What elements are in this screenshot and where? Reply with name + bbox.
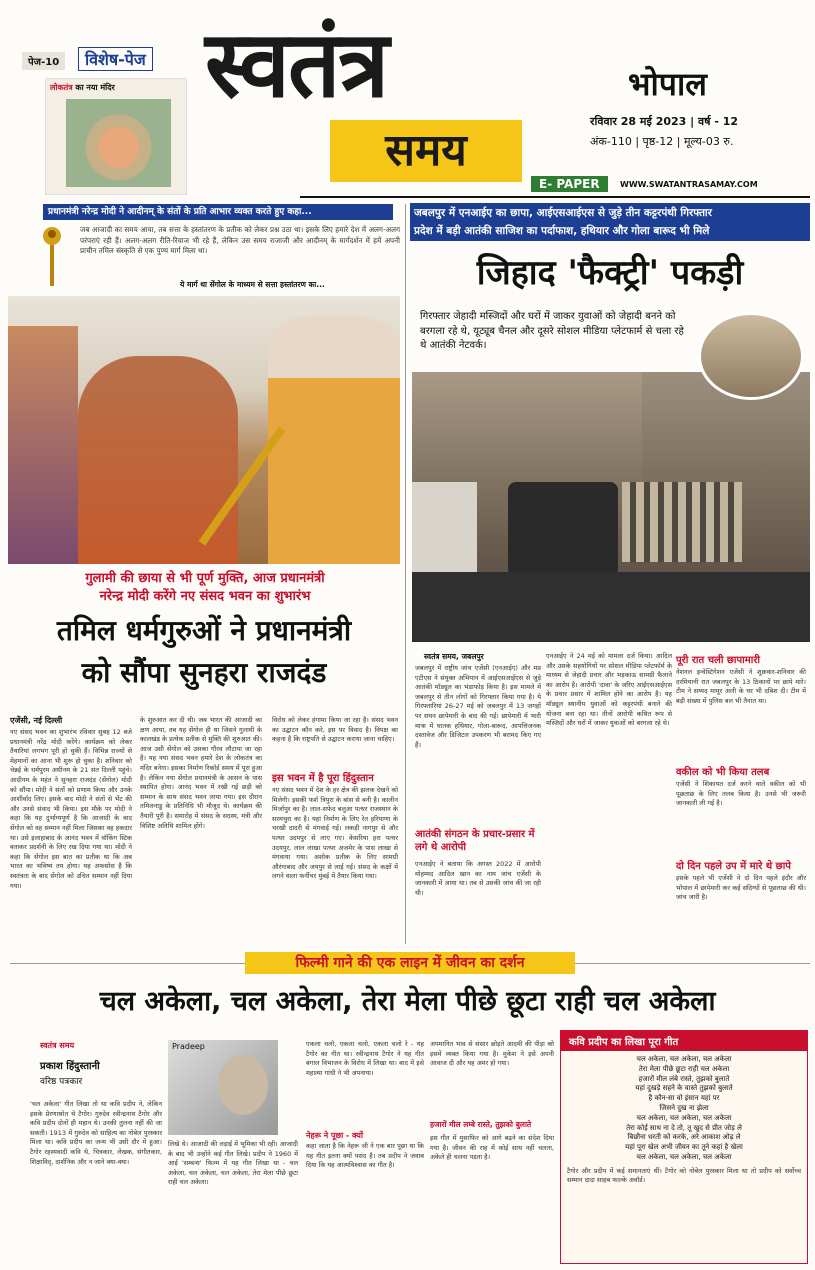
poem-line: हजारों मील लंबे रास्ते, तुझको बुलाते xyxy=(638,1074,730,1083)
bottom-col-3-b: कहा जाता है कि नेहरू जी ने एक बार पूछा था कि यह गीत इतना क्यों पसंद है। तब प्रदीप ने जवाब दिया कि यह आत्मविश्वास का गीत है। xyxy=(306,1142,424,1170)
bottom-headline: चल अकेला, चल अकेला, तेरा मेला पीछे छूटा राही चल अकेला xyxy=(99,986,716,1017)
poem-line: यहां पूरा खेल अभी जीवन का तूने कहां है खेला xyxy=(625,1143,743,1152)
dateline: रविवार 28 मई 2023 | वर्ष - 12 xyxy=(590,115,739,128)
kicker-rule xyxy=(10,963,245,964)
photo-car-2 xyxy=(508,482,618,577)
poem-line: है कौन-सा वो इंसान यहां पर xyxy=(648,1094,720,1103)
masthead-rule xyxy=(300,196,810,198)
photo-figure-left xyxy=(8,326,78,564)
pradeep-portrait xyxy=(218,1055,268,1115)
right-col-1-heading: आतंकी संगठन के प्रचार-प्रसार में लगे थे आरोपी xyxy=(415,829,535,853)
poem-line: जिसने दुख ना झेला xyxy=(659,1103,709,1112)
right-lede: गिरफ्तार जेहादी मस्जिदों और घरों में जाकर युवाओं को जेहादी बनने को बरगला रहे थे, यूट्यूब चैनल और दूसरे सोशल मीडिया प्लेटफार्म से चला रहे थे आतंकी नेटवर्क। xyxy=(420,311,684,351)
right-col-3-b: एजेंसी ने शिकायत दर्ज करने वाले वकील को भी पूछताछ के लिए तलब किया है। उनसे भी जरूरी जानकारी ली गई है। xyxy=(676,780,806,808)
left-kicker xyxy=(20,570,390,606)
sengol-ceremony-photo xyxy=(8,296,400,564)
left-headline-1: तमिल धर्मगुरुओं ने प्रधानमंत्री xyxy=(56,614,352,647)
right-col-3-heading: पूरी रात चली छापामारी xyxy=(676,655,761,666)
issue: अंक-110 xyxy=(590,135,632,148)
thumb-title-b: का नया मंदिर xyxy=(75,83,115,92)
page-number: पेज-10 xyxy=(22,52,65,70)
bottom-col-4: अपमानित भाव से संसार छोड़ते आदमी की पीड़ा को इसमें व्यक्त किया गया है। मुकेश ने इसे अपनी आवाज दी और यह अमर हो गया। xyxy=(430,1040,554,1068)
right-col-1: जबलपुर में राष्ट्रीय जांच एजेंसी (एनआईए) और मप्र एटीएस ने संयुक्त अभियान में आईएसआईएस से जुड़े आतंकी मॉड्यूल का भंडाफोड़ किया है। इस मामले में जबलपुर से तीन लोगों को गिरफ्तार किया गया है। ये गिरफ्तारियां 26-27 मई को जबलपुर में 13 जगहों पर सघन छापेमारी के बाद की गईं। छापेमारी में भारी मात्रा में घातक हथियार, गोला-बारूद, आपत्तिजनक दस्तावेज और डिजिटल उपकरण भी बरामद किए गए हैं। xyxy=(415,664,541,749)
photo-road xyxy=(412,572,810,642)
left-col-3-top: विरोध को लेकर हंगामा किया जा रहा है। संसद भवन का उद्घाटन कौन करे, इस पर विवाद है। विपक्ष का कहना है कि राष्ट्रपति से उद्घाटन कराया जाना चाहिए। xyxy=(272,716,398,744)
bottom-col-1: 'चल अकेला' गीत लिखा तो था कवि प्रदीप ने, लेकिन इसके प्रेरणास्रोत थे टैगोर। गुरुदेव रवीन्द्रनाथ टैगोर और कवि प्रदीप दोनों ही महान थे। उनकी तुलना नहीं की जा सकती। 1913 में गुरुदेव को साहित्य का नोबेल पुरस्कार मिला था। कवि प्रदीप का जन्म भी उसी दौर में हुआ। टैगोर रहस्यवादी कवि थे, चित्रकार, लेखक, संगीतकार, शिक्षाविद्, दार्शनिक और न जाने क्या-क्या। xyxy=(30,1100,162,1166)
photo-people xyxy=(622,482,742,562)
poem-line: यहां दुखड़े सहने के वास्ते तुझको बुलाते xyxy=(635,1084,733,1093)
bottom-col-3: एकला चलो, एकला चलो, एकला चलो रे - यह टैगोर का गीत था। रवीन्द्रनाथ टैगोर ने यह गीत बंगाल विभाजन के विरोध में लिखा था। बाद में इसे महात्मा गांधी ने भी अपनाया। xyxy=(306,1040,424,1077)
logo-top: स्वतंत्र xyxy=(205,11,388,118)
author-name: प्रकाश हिंदुस्तानी xyxy=(40,1061,100,1072)
poem-line: चल अकेला, चल अकेला, चल अकेला xyxy=(636,1055,732,1063)
city: भोपाल xyxy=(628,65,707,103)
right-col-1-b: एनआईए ने बताया कि अगस्त 2022 में आरोपी मोहम्मद आदिल खान का नाम जांच एजेंसी के जानकारी में आया था। तब से उसकी जांच की जा रही थी। xyxy=(415,860,541,897)
poem-line: चल अकेला, चल अकेला, चल अकेला xyxy=(636,1113,732,1122)
left-kicker-1: गुलामी की छाया से भी पूर्ण मुक्ति, आज प्रधानमंत्री xyxy=(85,571,325,586)
pradeep-photo xyxy=(168,1040,278,1135)
bottom-brand: स्वतंत्र समय xyxy=(40,1041,75,1050)
poem-line: बिछौना धरती को करके, अरे आकाश ओढ़ ले xyxy=(627,1133,741,1142)
author-role: वरिष्ठ पत्रकार xyxy=(40,1077,83,1087)
logo-bottom: समय xyxy=(385,125,467,176)
left-col-3-heading: इस भवन में है पूरा हिंदुस्तान xyxy=(272,773,374,784)
kicker-rule-right xyxy=(575,963,810,964)
bottom-col-4-heading: हजारों मील लम्बे रास्ते, तुझको बुलाते xyxy=(430,1120,532,1129)
right-col-3-c: इसके पहले भी एजेंसी ने दो दिन पहले इंदौर और भोपाल में छापेमारी कर कई संदिग्धों से पूछताछ की थी। जांच जारी है। xyxy=(676,874,806,902)
pm-quote-tag: ये मार्ग था सेंगोल के माध्यम से सत्ता हस्तांतरण का... xyxy=(180,280,325,289)
poem-lines xyxy=(561,1051,807,1167)
thumbnail-box xyxy=(45,78,187,195)
issue-line: अंक-110 | पृष्ठ-12 | मूल्य-03 रु. xyxy=(590,135,734,148)
epaper-badge: E- PAPER xyxy=(531,176,608,192)
right-headline: जिहाद 'फैक्ट्री' पकड़ी xyxy=(476,253,744,293)
date: रविवार 28 मई 2023 xyxy=(590,115,687,128)
bottom-kicker: फिल्मी गाने की एक लाइन में जीवन का दर्शन xyxy=(295,955,525,971)
right-col-2: एनआईए ने 24 मई को मामला दर्ज किया। आदिल और उसके सहयोगियों पर सोशल मीडिया प्लेटफॉर्म के माध्यम से जेहादी प्रचार और भड़काऊ सामग्री फैलाने का आरोप है। आरोपी 'दावा' के जरिए आईएसआईएस के प्रचार प्रसार में शामिल होने का आरोप है। यह मॉड्यूल स्थानीय युवाओं को कट्टरपंथी बनाने की योजना बना रहा था। तीनों आरोपी कथित रूप से मस्जिदों और घरों में जाकर युवाओं को बरगला रहे थे। xyxy=(546,652,672,728)
bottom-col-4-b: इस गीत में मुसाफिर को आगे बढ़ने का संदेश दिया गया है। जीवन की राह में कोई साथ नहीं चलता, अकेले ही चलना पड़ता है। xyxy=(430,1134,554,1162)
year: वर्ष - 12 xyxy=(698,115,739,128)
bottom-col-3-heading: नेहरू ने पूछा - क्यों xyxy=(306,1131,364,1140)
poem-box-title: कवि प्रदीप का लिखा पूरा गीत xyxy=(561,1031,807,1051)
raid-street-photo xyxy=(412,372,810,642)
left-headline-2: को सौंपा सुनहरा राजदंड xyxy=(81,656,327,689)
poem-box xyxy=(560,1030,808,1264)
poem-box-footer: टैगोर और प्रदीप में कई समानताएं थीं। टैगोर को नोबेल पुरस्कार मिला था तो प्रदीप को सर्वोच्च सम्मान दादा साहब फाल्के अवॉर्ड। xyxy=(567,1166,801,1185)
pm-quote-strip: प्रधानमंत्री नरेन्द्र मोदी ने आदीनम् के संतों के प्रति आभार व्यक्त करते हुए कहा... xyxy=(43,204,393,220)
poem-line: चल अकेला, चल अकेला, चल अकेला xyxy=(636,1152,732,1161)
right-byline: स्वतंत्र समय, जबलपुर xyxy=(424,652,484,661)
bottom-col-2: लिखे थे। आजादी की लड़ाई में भूमिका भी रही। आजादी के बाद भी उन्होंने कई गीत लिखे। प्रदीप ने 1960 में आई 'सम्बन्ध' फिल्म में यह गीत लिखा था - चल अकेला, चल अकेला, चल अकेला, तेरा मेला पीछे छूटा राही चल अकेला। xyxy=(168,1140,298,1187)
right-deck xyxy=(410,203,810,241)
right-col-3: नेशनल इन्वेस्टिगेशन एजेंसी ने शुक्रवार-शनिवार की दरमियानी रात जबलपुर के 13 ठिकानों पर छापे मारे। टीम ने सय्यद मामूर अली के घर भी दबिश दी। टीम में बड़ी संख्या में पुलिस बल भी तैनात था। xyxy=(676,668,806,705)
vertical-divider xyxy=(405,204,406,944)
left-headline xyxy=(8,610,400,694)
pm-quote: जब आजादी का समय आया, तब सत्ता के हस्तांतरण के प्रतीक को लेकर प्रश्न उठा था। इसके लिए हमारे देश में अलग-अलग परंपराएं रही हैं। अलग-अलग रीति-रिवाज भी रहे हैं, लेकिन उस समय राजाजी और आदीनम् के मार्गदर्शन में हमें अपनी प्राचीन तमिल संस्कृति से एक पुण्य मार्ग मिला था। xyxy=(80,225,400,255)
masthead xyxy=(0,0,815,200)
price: मूल्य-03 रु. xyxy=(683,135,734,148)
website: WWW.SWATANTRASAMAY.COM xyxy=(620,180,758,189)
left-col-2: के शुरुआत कर दी थी। जब भारत की आजादी का क्षण आया, तब यह सेंगोल ही था जिसने गुलामी के कालखंड के प्रत्येक प्रतीक से मुक्ति की शुरुआत की। आज उसी सेंगोल को उसका गौरव लौटाया जा रहा है। यह नया संसद भवन हमारे देश के लोकतंत्र का मंदिर बनेगा। इसका निर्माण रिकॉर्ड समय में पूरा हुआ है। लेकिन नया सेंगोल प्रधानमंत्री के आसन के पास स्थापित होगा। आनंद भवन में रखी गई छड़ी को सम्मान के साथ संसद भवन लाया गया। इस दौरान तमिलनाडु के प्रतिनिधि भी मौजूद थे। कार्यक्रम की तैयारी पूरी है। समारोह में संसद के सदस्य, मंत्री और विशिष्ट अतिथि शामिल होंगे। xyxy=(140,716,262,830)
section-label: विशेष-पेज xyxy=(78,47,153,71)
photo-figure-right xyxy=(268,316,400,564)
sengol-icon xyxy=(33,226,71,288)
right-col-3-heading-2: वकील को भी किया तलब xyxy=(676,767,770,778)
right-col-3-heading-3: दो दिन पहले उप में मारे थे छापे xyxy=(676,861,791,872)
raid-inset-photo xyxy=(698,312,804,400)
thumb-title-a: लोकतंत्र xyxy=(50,83,73,92)
bottom-kicker-bar xyxy=(245,952,575,974)
left-col-1: नए संसद भवन का शुभारंभ रविवार सुबह 12 बजे प्रधानमंत्री नरेंद्र मोदी करेंगे। कार्यक्रम को लेकर तैयारियां लगभग पूरी हो चुकी हैं। विभिन्न राज्यों से मेहमानों का आना भी शुरू हो चुका है। शनिवार को चेन्नई के धर्मपुरम अधीनम के 21 संत दिल्ली पहुंचे। आदीनम के महंत ने सुनहरा राजदंड (सेंगोल) मोदी को सौंपा। मोदी ने संतों को प्रणाम किया और उनके आशीर्वाद लिए। इसके बाद मोदी ने संतों से भेंट की और उनसे संवाद भी किया। इस मौके पर मोदी ने कहा कि यह दुर्भाग्यपूर्ण है कि आजादी के बाद सेंगोल को वह सम्मान नहीं मिला जिसका वह हकदार था। उसे इलाहाबाद के आनंद भवन में वॉकिंग स्टिक बताकर प्रदर्शनी के लिए रख दिया गया था। मोदी ने कहा कि सेंगोल इस बात का प्रतीक था कि अब भारत का भविष्य तय होगा। यह अफसोस है कि स्वतंत्रता के बाद सेंगोल को उचित सम्मान नहीं दिया गया। xyxy=(10,728,132,890)
right-deck-2: प्रदेश में बड़ी आतंकी साजिश का पर्दाफाश, हथियार और गोला बारूद भी मिले xyxy=(414,225,710,237)
parliament-thumbnail-image xyxy=(66,99,171,187)
poem-line: तेरा कोई साथ ना दे तो, तू खुद से प्रीत जोड़ ले xyxy=(626,1123,742,1132)
left-byline: एजेंसी, नई दिल्ली xyxy=(10,716,63,725)
pradeep-caption: Pradeep xyxy=(172,1042,205,1051)
right-deck-1: जबलपुर में एनआईए का छापा, आईएसआईएस से जुड़े तीन कट्टरपंथी गिरफ्तार xyxy=(414,207,712,219)
logo-bottom-box xyxy=(330,120,522,182)
pages: पृष्ठ-12 xyxy=(642,135,674,148)
left-col-3: नए संसद भवन में देश के हर क्षेत्र की झलक देखने को मिलेगी। इसकी फर्श त्रिपुरा के बांस से बनी है। कालीन मिर्जापुर का है। लाल-सफेद बलुआ पत्थर राजस्थान के सरमथुरा का है। यहां निर्माण के लिए रेत हरियाणा के चरखी दादरी से मंगवाई गई। लकड़ी नागपुर से और पत्थर उदयपुर से लाए गए। केसरिया हरा पत्थर उदयपुर, लाल लाखा पत्थर अजमेर के पास लाखा से मंगवाया गया। अशोक प्रतीक के लिए सामग्री औरंगाबाद और जयपुर से लाई गई। संसद के कक्षों में लगने वाला फर्नीचर मुंबई में तैयार किया गया। xyxy=(272,786,398,881)
left-kicker-2: नरेन्द्र मोदी करेंगे नए संसद भवन का शुभारंभ xyxy=(99,589,311,604)
poem-line: तेरा मेला पीछे छूटा राही चल अकेला xyxy=(638,1064,730,1073)
